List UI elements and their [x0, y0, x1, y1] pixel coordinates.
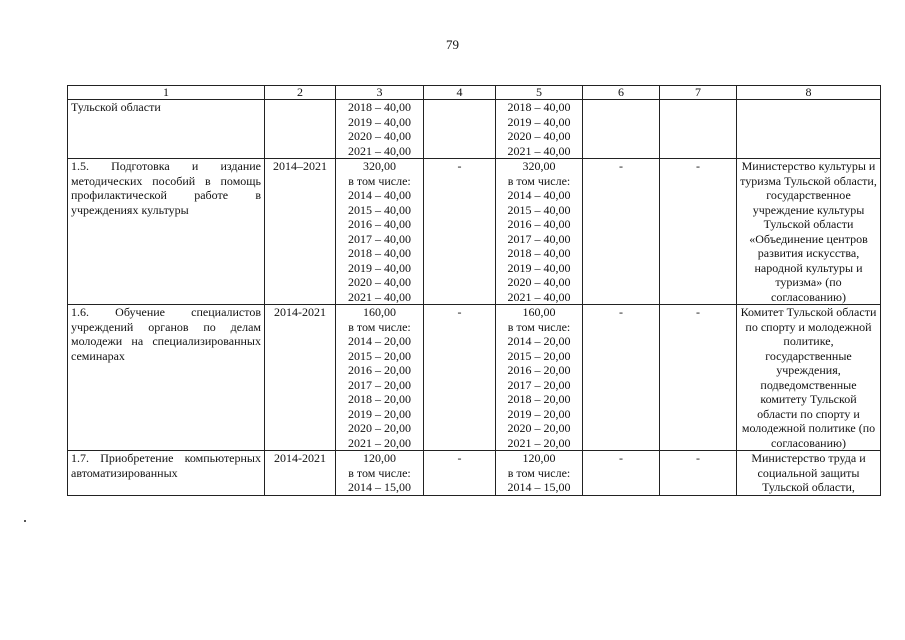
regional-budget-cell [496, 159, 583, 305]
activity-name-cell [68, 305, 265, 451]
funding-line: 2018 – 20,00 [348, 392, 411, 406]
regional-budget-cell [496, 305, 583, 451]
funding-line: 2019 – 40,00 [507, 114, 571, 129]
column-header-7: 7 [660, 86, 737, 100]
funding-line: 2019 – 20,00 [348, 406, 411, 421]
funding-line: 2021 – 40,00 [348, 143, 411, 158]
responsible-cell [737, 159, 881, 305]
other-sources-text: - [696, 159, 700, 173]
page-number: 79 [446, 37, 459, 52]
column-header-8: 8 [737, 86, 881, 100]
column-header-4: 4 [424, 86, 496, 100]
funding-line: 2021 – 20,00 [348, 435, 411, 450]
program-table [67, 85, 881, 496]
federal-budget-text: - [457, 305, 462, 319]
funding-line: в том числе: [507, 173, 571, 188]
table-row [68, 451, 881, 496]
column-number-row [68, 86, 881, 100]
funding-line: 2016 – 40,00 [348, 217, 411, 231]
funding-line: 2019 – 40,00 [348, 260, 411, 275]
responsible-cell [737, 100, 881, 159]
activity-name-cell [68, 159, 265, 305]
responsible-text: Министерство труда и социальной защиты Тульской области, [751, 451, 866, 494]
funding-line: 2016 – 20,00 [507, 363, 571, 377]
local-budget-text: - [619, 451, 623, 465]
other-sources-cell [660, 100, 737, 159]
funding-line: 2018 – 40,00 [348, 246, 411, 260]
column-header-6: 6 [583, 86, 660, 100]
funding-line: 120,00 [363, 451, 396, 465]
funding-line: 2018 – 40,00 [507, 100, 571, 114]
total-funding-cell [336, 451, 424, 496]
funding-line: 2020 – 20,00 [507, 421, 571, 435]
funding-line: 2017 – 20,00 [507, 377, 571, 392]
activity-name-cell [68, 451, 265, 496]
funding-line: 2021 – 20,00 [507, 435, 571, 450]
local-budget-cell [583, 159, 660, 305]
funding-line: 160,00 [363, 305, 396, 319]
funding-line: в том числе: [348, 173, 411, 188]
funding-line: 2020 – 40,00 [348, 275, 411, 289]
funding-line: 2018 – 20,00 [507, 392, 571, 406]
column-header-3: 3 [336, 86, 424, 100]
total-funding-cell [336, 159, 424, 305]
funding-line: в том числе: [348, 319, 411, 334]
responsible-cell [737, 451, 881, 496]
funding-line: 2020 – 20,00 [348, 421, 411, 435]
funding-line: 2014 – 15,00 [507, 480, 571, 494]
responsible-text: Министерство культуры и туризма Тульской области, государственное учреждение культуры Тульской области «Объединение центров развития искусства, народной культуры и туризма» (по согласованию) [740, 159, 877, 304]
funding-line: 2014 – 20,00 [348, 334, 411, 348]
funding-line: 2015 – 20,00 [348, 348, 411, 363]
local-budget-cell [583, 451, 660, 496]
regional-budget-cell [496, 451, 583, 496]
funding-line: 2020 – 40,00 [507, 129, 571, 143]
table-row [68, 305, 881, 451]
local-budget-text: - [619, 159, 623, 173]
funding-line: 2021 – 40,00 [348, 289, 411, 304]
other-sources-text: - [696, 305, 700, 319]
total-funding-cell [336, 305, 424, 451]
funding-line: 2020 – 40,00 [348, 129, 411, 143]
funding-line: 2014 – 40,00 [348, 188, 411, 202]
table-row [68, 159, 881, 305]
funding-line: 2016 – 20,00 [348, 363, 411, 377]
local-budget-cell [583, 305, 660, 451]
column-header-1: 1 [68, 86, 265, 100]
activity-name-cell [68, 100, 265, 159]
funding-line: в том числе: [507, 319, 571, 334]
funding-line: 2018 – 40,00 [348, 100, 411, 114]
funding-line: 2014 – 40,00 [507, 188, 571, 202]
responsible-text: Комитет Тульской области по спорту и молодежной политике, государственные учреждения, подведомственные комитету Тульской области по спорту и молодежной политике (по согласованию) [740, 305, 877, 450]
period-cell [265, 305, 336, 451]
total-funding-cell [336, 100, 424, 159]
activity-name-text: 1.5. Подготовка и издание методических пособий в помощь профилактической работе в учреждениях культуры [71, 159, 261, 217]
regional-budget-cell [496, 100, 583, 159]
funding-line: 160,00 [522, 305, 556, 319]
funding-line: 2021 – 40,00 [507, 143, 571, 158]
funding-line: 2017 – 40,00 [507, 231, 571, 246]
period-cell [265, 451, 336, 496]
funding-line: в том числе: [348, 465, 411, 480]
funding-line: 2015 – 20,00 [507, 348, 571, 363]
funding-line: 2017 – 40,00 [348, 231, 411, 246]
funding-line: 2019 – 40,00 [348, 114, 411, 129]
funding-line: 2021 – 40,00 [507, 289, 571, 304]
funding-line: 2014 – 20,00 [507, 334, 571, 348]
funding-line: 2015 – 40,00 [348, 202, 411, 217]
other-sources-text: - [696, 451, 700, 465]
federal-budget-cell [424, 159, 496, 305]
activity-name-text: Тульской области [71, 100, 161, 114]
federal-budget-text: - [457, 451, 462, 465]
period-text: 2014-2021 [274, 451, 326, 465]
funding-line: 2017 – 20,00 [348, 377, 411, 392]
federal-budget-cell [424, 451, 496, 496]
activity-name-text: 1.6. Обучение специалистов учреждений органов по делам молодежи на специализированных семинарах [71, 305, 261, 363]
funding-line: 2020 – 40,00 [507, 275, 571, 289]
column-header-5: 5 [496, 86, 583, 100]
funding-line: 2014 – 15,00 [348, 480, 411, 494]
federal-budget-cell [424, 100, 496, 159]
funding-line: 2016 – 40,00 [507, 217, 571, 231]
column-header-2: 2 [265, 86, 336, 100]
local-budget-text: - [619, 305, 623, 319]
table-row [68, 100, 881, 159]
funding-line: 2019 – 40,00 [507, 260, 571, 275]
federal-budget-cell [424, 305, 496, 451]
scan-speck [24, 520, 26, 522]
local-budget-cell [583, 100, 660, 159]
responsible-cell [737, 305, 881, 451]
period-cell [265, 159, 336, 305]
federal-budget-text: - [457, 159, 462, 173]
activity-name-text: 1.7. Приобретение компьютерных автоматизированных [71, 451, 261, 480]
table-body [68, 100, 881, 496]
funding-line: 320,00 [522, 159, 556, 173]
period-text: 2014-2021 [274, 305, 326, 319]
funding-line: 2018 – 40,00 [507, 246, 571, 260]
other-sources-cell [660, 305, 737, 451]
funding-line: 120,00 [522, 451, 556, 465]
other-sources-cell [660, 451, 737, 496]
other-sources-cell [660, 159, 737, 305]
funding-line: в том числе: [507, 465, 571, 480]
funding-line: 2019 – 20,00 [507, 406, 571, 421]
period-text: 2014–2021 [273, 159, 327, 173]
funding-line: 320,00 [363, 159, 396, 173]
period-cell [265, 100, 336, 159]
funding-line: 2015 – 40,00 [507, 202, 571, 217]
